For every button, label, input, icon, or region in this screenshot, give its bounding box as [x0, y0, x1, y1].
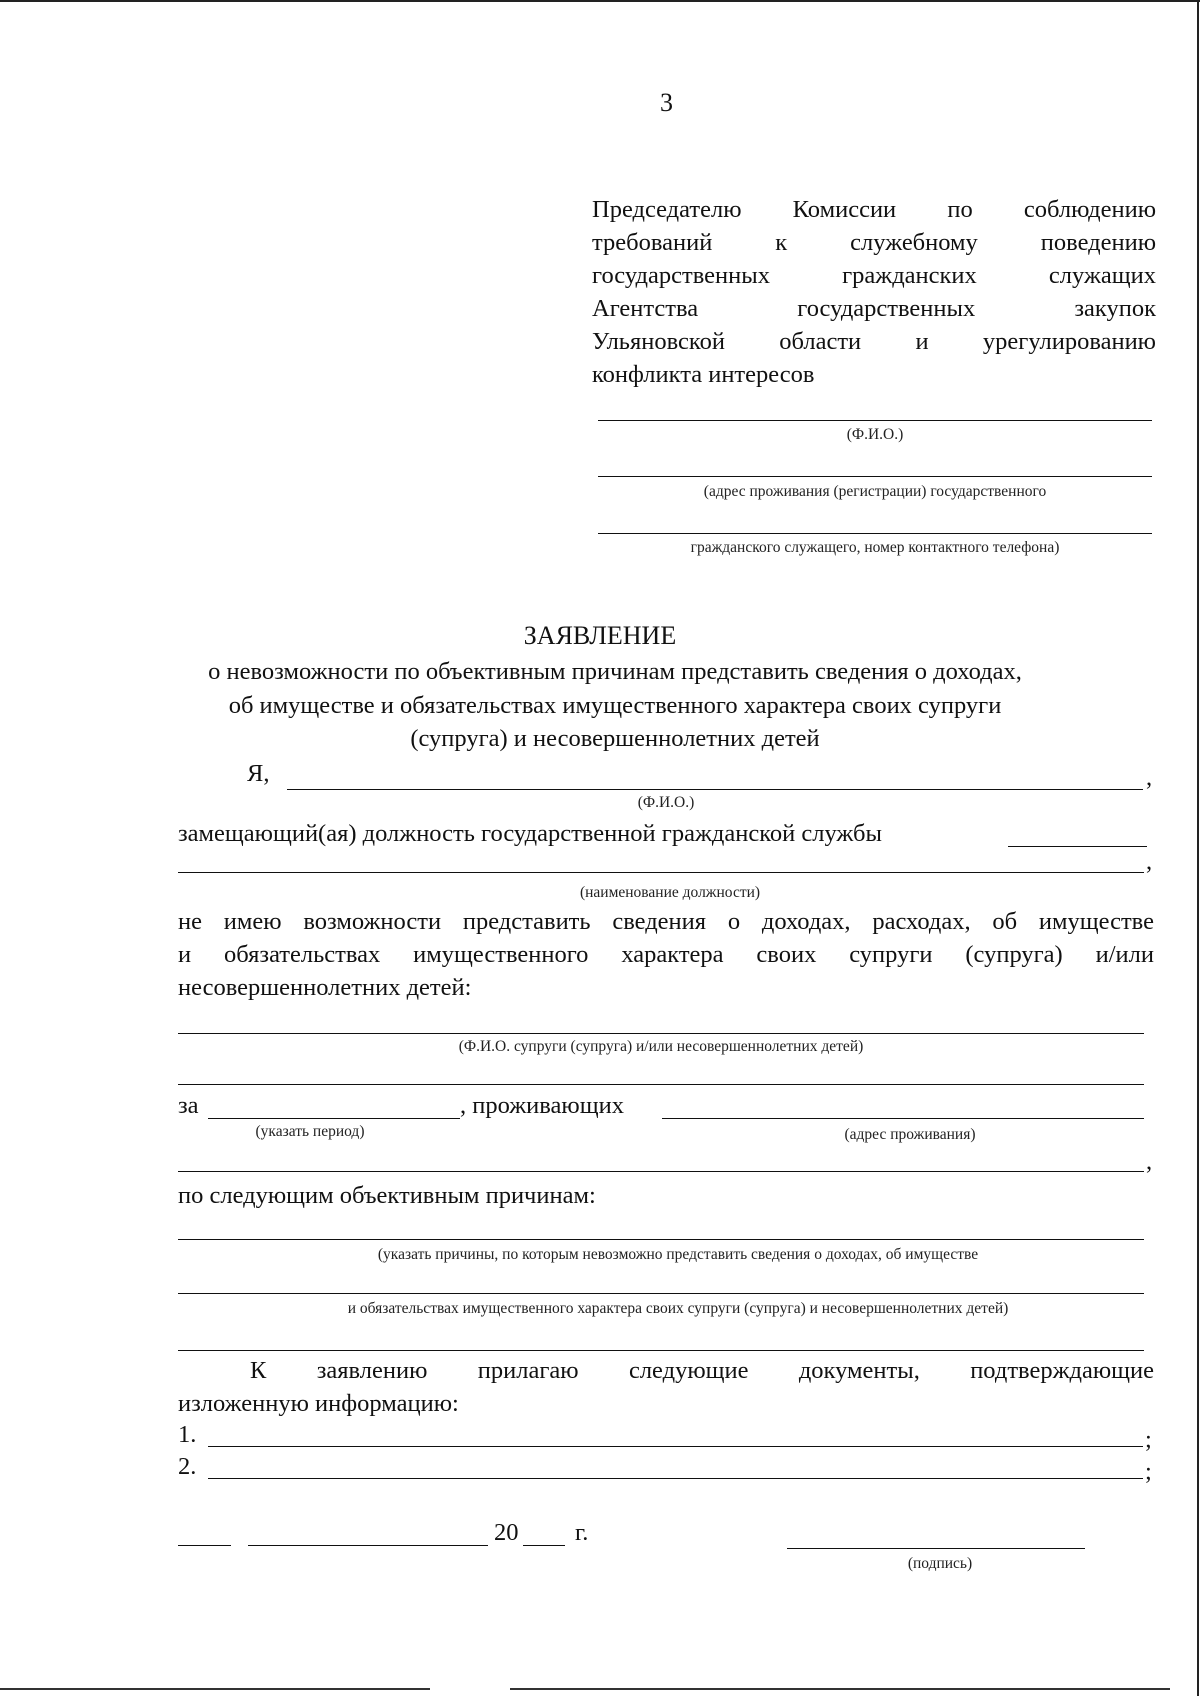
subtitle-line-1: о невозможности по объективным причинам представить сведения о доходах,	[208, 658, 1022, 685]
spouse-fio-field-2[interactable]	[178, 1084, 1144, 1085]
addressee-line-1: Председателю Комиссии по соблюдению	[592, 196, 1156, 223]
position-field-short[interactable]	[1008, 846, 1147, 847]
signature-caption: (подпись)	[907, 1555, 973, 1572]
position-caption: (наименование должности)	[579, 884, 761, 901]
position-text: замещающий(ая) должность государственной гражданской службы	[178, 820, 882, 847]
document-title: ЗАЯВЛЕНИЕ	[523, 621, 677, 650]
page-number: 3	[660, 88, 673, 117]
period-caption: (указать период)	[255, 1123, 365, 1140]
address-caption: (адрес проживания)	[844, 1126, 976, 1143]
addressee-address-field-1[interactable]	[598, 476, 1152, 477]
page-top-border	[0, 0, 1200, 2]
reasons-caption-2: и обязательствах имущественного характера своих супруги (супруга) и несовершеннолетних детей)	[347, 1300, 1009, 1317]
address-field[interactable]	[662, 1118, 1144, 1119]
year-prefix: 20	[494, 1519, 519, 1546]
addressee-address-caption-1: (адрес проживания (регистрации) государственного	[703, 483, 1047, 500]
spouse-fio-field[interactable]	[178, 1033, 1144, 1034]
spouse-fio-caption: (Ф.И.О. супруги (супруга) и/или несовершеннолетних детей)	[458, 1038, 864, 1055]
reasons-field-1[interactable]	[178, 1239, 1144, 1240]
bottom-edge-rule-right	[510, 1688, 1170, 1690]
address-comma: ,	[1146, 1148, 1153, 1175]
period-field[interactable]	[208, 1118, 460, 1119]
reasons-field-3[interactable]	[178, 1350, 1144, 1351]
za-label: за	[178, 1092, 199, 1119]
year-suffix: г.	[575, 1519, 589, 1546]
item-2-semicolon: ;	[1145, 1458, 1152, 1485]
reasons-field-2[interactable]	[178, 1293, 1144, 1294]
item-1-number: 1.	[178, 1421, 197, 1448]
item-2-field[interactable]	[208, 1478, 1143, 1479]
date-month-field[interactable]	[248, 1545, 488, 1546]
position-field[interactable]	[178, 872, 1144, 873]
subtitle-line-2: об имуществе и обязательствах имущественного характера своих супруги	[228, 692, 1002, 719]
address-field-2[interactable]	[178, 1171, 1144, 1172]
item-1-field[interactable]	[208, 1446, 1143, 1447]
applicant-fio-comma: ,	[1146, 764, 1153, 791]
applicant-fio-field[interactable]	[287, 789, 1143, 790]
addressee-line-3: государственных гражданских служащих	[592, 262, 1156, 289]
addressee-line-2: требований к служебному поведению	[592, 229, 1156, 256]
addressee-fio-caption: (Ф.И.О.)	[846, 426, 904, 443]
bottom-edge-rule-left	[0, 1688, 430, 1690]
addressee-line-6: конфликта интересов	[592, 361, 815, 388]
reasons-text: по следующим объективным причинам:	[178, 1182, 596, 1209]
reasons-caption-1: (указать причины, по которым невозможно представить сведения о доходах, об имуществе	[377, 1246, 979, 1263]
ya-label: Я,	[247, 760, 270, 787]
applicant-fio-caption: (Ф.И.О.)	[637, 794, 695, 811]
addressee-line-4: Агентства государственных закупок	[592, 295, 1156, 322]
living-label: , проживающих	[460, 1092, 624, 1119]
no-ability-line-3: несовершеннолетних детей:	[178, 974, 472, 1001]
date-year-field[interactable]	[523, 1545, 565, 1546]
no-ability-line-1: не имею возможности представить сведения о доходах, расходах, об имуществе	[178, 908, 1154, 935]
addressee-address-field-2[interactable]	[598, 533, 1152, 534]
signature-field[interactable]	[787, 1548, 1085, 1549]
page-right-border	[1197, 0, 1199, 1696]
addressee-address-caption-2: гражданского служащего, номер контактного телефона)	[690, 539, 1060, 556]
subtitle-line-3: (супруга) и несовершеннолетних детей	[410, 725, 820, 752]
attach-line-2: изложенную информацию:	[178, 1390, 459, 1417]
no-ability-line-2: и обязательствах имущественного характера своих супруги (супруга) и/или	[178, 941, 1154, 968]
item-1-semicolon: ;	[1145, 1426, 1152, 1453]
addressee-fio-field[interactable]	[598, 420, 1152, 421]
attach-line-1: К заявлению прилагаю следующие документы, подтверждающие	[250, 1357, 1154, 1384]
addressee-line-5: Ульяновской области и урегулированию	[592, 328, 1156, 355]
position-comma: ,	[1146, 848, 1153, 875]
item-2-number: 2.	[178, 1453, 197, 1480]
date-day-field[interactable]	[178, 1545, 231, 1546]
